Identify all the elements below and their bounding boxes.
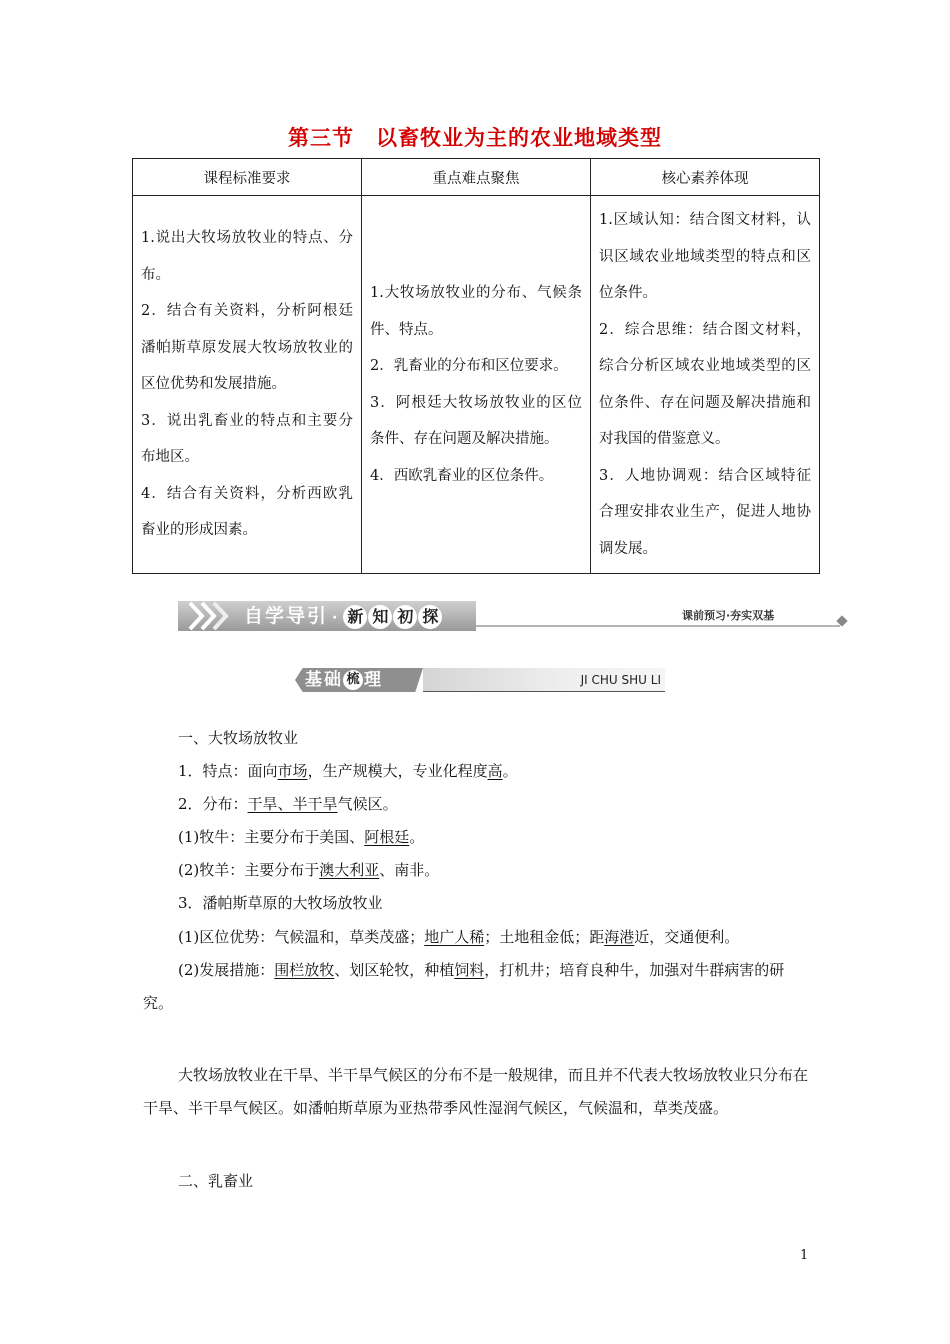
- col-header-standards: 课程标准要求: [133, 159, 362, 196]
- banner-title: [305, 668, 383, 692]
- list-item: 3．阿根廷大牧场放牧业的区位条件、存在问题及解决措施。: [370, 394, 582, 447]
- answer-blank: 高: [487, 762, 503, 780]
- answer-blank: 干旱、半干旱: [247, 795, 338, 813]
- list-item: 4．结合有关资料，分析西欧乳畜业的形成因素。: [141, 485, 353, 539]
- section-heading: 二、乳畜业: [178, 1172, 254, 1190]
- banner-char: 新: [343, 605, 367, 629]
- paragraph: 3．潘帕斯草原的大牧场放牧业: [178, 894, 383, 912]
- section-heading: 一、大牧场放牧业: [178, 729, 299, 747]
- col-header-core-literacy: 核心素养体现: [591, 159, 820, 196]
- banner-divider: [423, 691, 665, 692]
- banner-char: 探: [418, 605, 442, 629]
- list-item: 3．说出乳畜业的特点和主要分布地区。: [141, 412, 353, 466]
- table-header-row: [133, 159, 820, 196]
- text: 。: [502, 762, 518, 780]
- answer-blank: 饲料: [454, 961, 485, 979]
- text: ；土地租金低；距: [484, 928, 605, 946]
- banner-dot: ·: [332, 610, 340, 626]
- text: (1)牧牛：主要分布于美国、: [178, 828, 365, 846]
- list-item: 1.区域认知：结合图文材料，认识区域农业地域类型的特点和区位条件。: [599, 212, 811, 301]
- text: 1．特点：面向: [178, 762, 278, 780]
- table-cell-core-literacy: [591, 196, 820, 574]
- banner-title-part: 基础: [305, 670, 343, 690]
- banner-subtitle: JI CHU SHU LI: [580, 673, 661, 687]
- paragraph: [143, 755, 843, 788]
- table-row: [133, 196, 820, 574]
- paragraph: [143, 921, 843, 954]
- paragraph: [143, 788, 843, 821]
- text: ，打机井；培育良种牛，加强对牛群病害的研究。: [143, 961, 785, 1012]
- table-cell-standards: [133, 196, 362, 574]
- paragraph: [143, 854, 843, 887]
- list-item: 3．人地协调观：结合区域特征合理安排农业生产，促进人地协调发展。: [599, 467, 811, 557]
- paragraph: [143, 821, 843, 854]
- answer-blank: 澳大利亚: [319, 861, 380, 879]
- banner-subtitle: 课前预习·夯实双基: [682, 609, 775, 622]
- banner-char: 知: [368, 605, 392, 629]
- text: ，生产规模大，专业化程度: [307, 762, 488, 780]
- text: 、南非。: [379, 861, 440, 879]
- list-item: 2．综合思维：结合图文材料，综合分析区域农业地域类型的区位条件、存在问题及解决措施和对我国的借鉴意义。: [599, 321, 811, 447]
- text: (2)发展措施：: [178, 961, 275, 979]
- list-item: 4．西欧乳畜业的区位条件。: [370, 467, 554, 484]
- answer-blank: 围栏放牧: [274, 961, 335, 979]
- paragraph: [143, 954, 808, 1020]
- list-item: 1.说出大牧场放牧业的特点、分布。: [141, 230, 353, 283]
- banner-divider: [476, 625, 840, 627]
- page-title: 第三节 以畜牧业为主的农业地域类型: [288, 126, 662, 150]
- section-banner-basics: [283, 668, 665, 692]
- banner-char: 梳: [343, 670, 363, 690]
- banner-char: 初: [393, 605, 417, 629]
- list-item: 1.大牧场放牧业的分布、气候条件、特点。: [370, 285, 582, 338]
- chevron-right-icon: [186, 601, 242, 631]
- text: 气候区。: [337, 795, 398, 813]
- note-paragraph: 大牧场放牧业在干旱、半干旱气候区的分布不是一般规律，而且并不代表大牧场放牧业只分布在干旱、半干旱气候区。如潘帕斯草原为亚热带季风性湿润气候区，气候温和，草类茂盛。: [143, 1066, 809, 1117]
- banner-title-part: 理: [364, 670, 383, 690]
- answer-blank: 地广人稀: [424, 928, 485, 946]
- section-banner-self-study: [178, 598, 848, 634]
- list-item: 2．结合有关资料，分析阿根廷潘帕斯草原发展大牧场放牧业的区位优势和发展措施。: [141, 303, 353, 393]
- answer-blank: 海港: [604, 928, 635, 946]
- list-item: 2．乳畜业的分布和区位要求。: [370, 358, 568, 374]
- table-cell-key-points: [362, 196, 591, 574]
- answer-blank: 市场: [277, 762, 308, 780]
- standards-table: [132, 158, 820, 574]
- text: 2．分布：: [178, 795, 248, 813]
- page-number: 1: [800, 1248, 809, 1263]
- text: (2)牧羊：主要分布于: [178, 861, 320, 879]
- text: 近，交通便利。: [634, 928, 740, 946]
- col-header-key-points: 重点难点聚焦: [362, 159, 591, 196]
- banner-title: [244, 601, 443, 631]
- banner-title-main: 自学导引: [244, 605, 329, 627]
- text: 、划区轮牧，种植: [334, 961, 455, 979]
- text: (1)区位优势：气候温和，草类茂盛；: [178, 928, 425, 946]
- answer-blank: 阿根廷: [364, 828, 410, 846]
- text: 。: [409, 828, 425, 846]
